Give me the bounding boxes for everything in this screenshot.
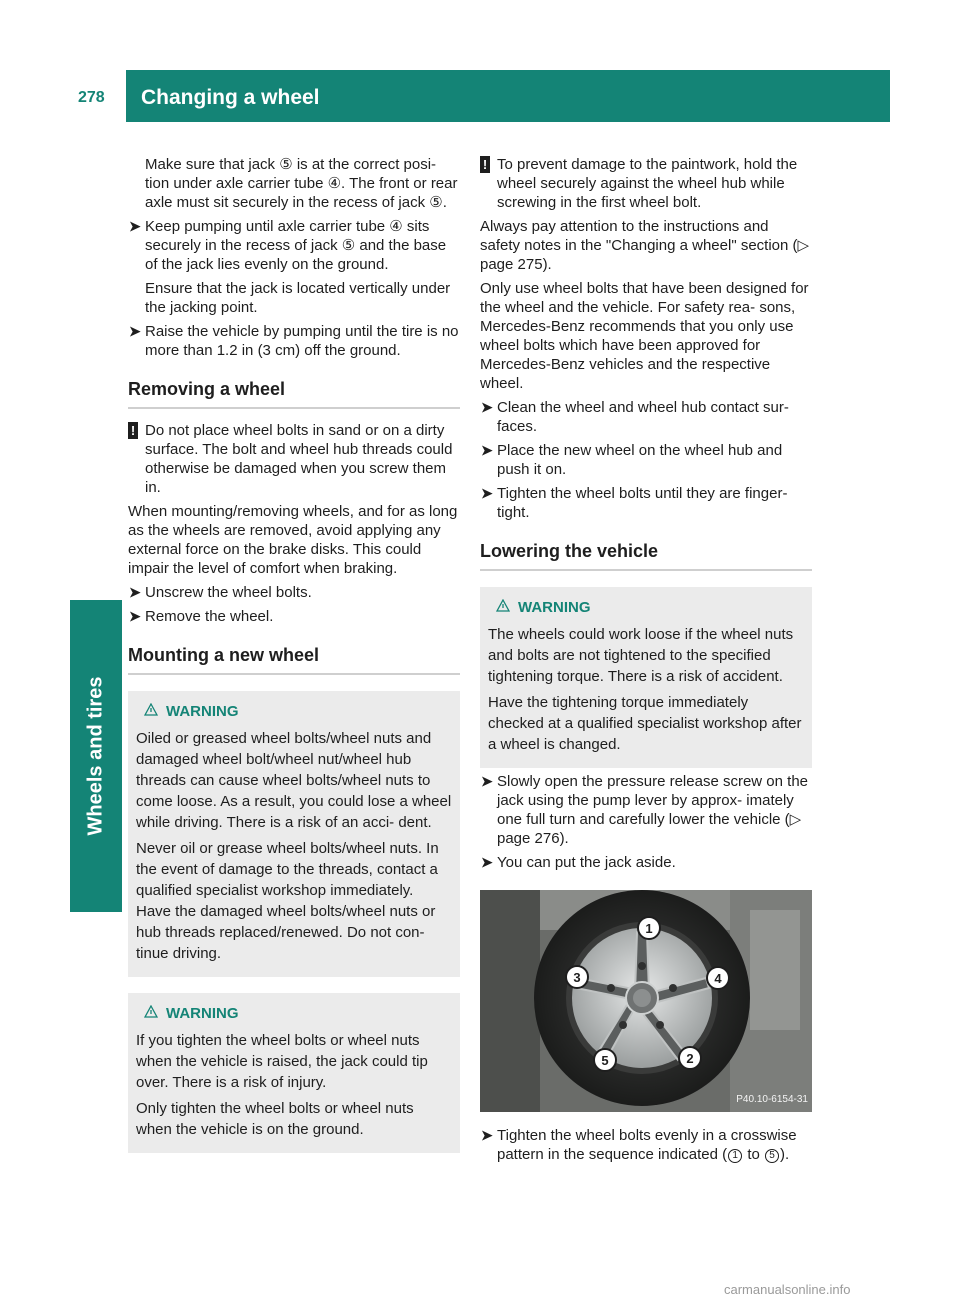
warning-title: [136, 701, 452, 722]
step-text: Raise the vehicle by pumping until the tire is no more than 1.2 in (3 cm) off the ground.: [145, 323, 459, 359]
step-tighten-crosswise: [480, 1126, 812, 1164]
step-text: Keep pumping until axle carrier tube ④ sits securely in the recess of jack ⑤ and the base of the jack lies evenly on the ground.: [145, 218, 447, 273]
step-text-a: Tighten the wheel bolts evenly in a crosswise pattern in the sequence indicated (: [497, 1127, 797, 1163]
step-note: Ensure that the jack is located vertically under the jacking point.: [145, 280, 451, 316]
step-arrow-icon: ➤: [481, 485, 493, 501]
warning-title-text: WARNING: [518, 599, 591, 616]
svg-text:4: 4: [714, 971, 722, 986]
step-arrow-icon: ➤: [481, 1127, 493, 1143]
step-text: Tighten the wheel bolts until they are finger- tight.: [497, 485, 788, 521]
warning-triangle-icon: [496, 597, 510, 618]
page-title: Changing a wheel: [141, 86, 320, 109]
wheel-bolt-sequence-photo: [480, 890, 812, 1112]
step-text: Place the new wheel on the wheel hub and push it on.: [497, 442, 783, 478]
warning-title: [488, 597, 804, 618]
warning-title-text: WARNING: [166, 1005, 239, 1022]
bolt-number-1-icon: 1: [728, 1149, 742, 1163]
caution-note: [128, 421, 460, 497]
step-arrow-icon: ➤: [129, 608, 141, 624]
heading-lowering-vehicle: Lowering the vehicle: [480, 542, 812, 571]
step-raise-vehicle: [128, 322, 460, 360]
exclamation-icon: !: [480, 156, 490, 173]
warning-box-jack: [128, 993, 460, 1153]
step-jack-aside: [480, 853, 812, 872]
warning-text: Only tighten the wheel bolts or wheel nuts when the vehicle is on the ground.: [136, 1100, 414, 1138]
warning-text: The wheels could work loose if the wheel nuts and bolts are not tightened to the specified tightening torque. There is a risk of accident.: [488, 626, 794, 685]
heading-mounting-wheel: Mounting a new wheel: [128, 646, 460, 675]
intro-text: Make sure that jack ⑤ is at the correct posi- tion under axle carrier tube ④. The front or rear axle must sit securely in the recess of jack ⑤.: [145, 156, 458, 211]
step-text: Slowly open the pressure release screw on the jack using the pump lever by approx- imately one full turn and carefully lower the vehicle (▷ page 276).: [497, 773, 809, 847]
step-text: Unscrew the wheel bolts.: [145, 584, 312, 601]
warning-title: [136, 1003, 452, 1024]
step-clean-wheel: [480, 398, 812, 436]
step-arrow-icon: ➤: [129, 584, 141, 600]
bolt-label-5: [594, 1049, 616, 1071]
page-number: 278: [78, 89, 105, 106]
caution-text: To prevent damage to the paintwork, hold the wheel securely against the wheel hub while screwing in the first wheel bolt.: [497, 156, 798, 211]
svg-text:2: 2: [686, 1051, 694, 1066]
bolt-number-5-icon: 5: [765, 1149, 779, 1163]
step-arrow-icon: ➤: [481, 854, 493, 870]
step-arrow-icon: ➤: [481, 442, 493, 458]
bolt-label-2: [679, 1047, 701, 1069]
step-text: You can put the jack aside.: [497, 854, 676, 871]
step-remove-wheel: [128, 607, 460, 626]
svg-text:3: 3: [573, 970, 581, 985]
step-text: Clean the wheel and wheel hub contact sur- faces.: [497, 399, 789, 435]
step-arrow-icon: ➤: [481, 773, 493, 789]
heading-removing-wheel: Removing a wheel: [128, 380, 460, 409]
svg-text:5: 5: [601, 1053, 609, 1068]
step-text-c: ).: [780, 1146, 790, 1163]
bolt-label-1: [638, 917, 660, 939]
warning-text: Oiled or greased wheel bolts/wheel nuts and damaged wheel bolt/wheel nut/wheel hub threads can cause wheel bolts/wheel nuts to come loose. As a result, you could lose a wheel while driving. There is a risk of an acci- dent.: [136, 730, 452, 831]
warning-text: If you tighten the wheel bolts or wheel nuts when the vehicle is raised, the jack could tip over. There is a risk of injury.: [136, 1032, 428, 1091]
right-column: [480, 155, 812, 1169]
side-tab-label-wrap: [70, 600, 122, 912]
caution-note: [480, 155, 812, 212]
bolt-label-4: [707, 967, 729, 989]
step-place-wheel: [480, 441, 812, 479]
warning-box-bolts: [128, 691, 460, 977]
warning-triangle-icon: [144, 701, 158, 722]
wheel-photo-illustration: [480, 890, 812, 1112]
left-column: [128, 155, 460, 1157]
step-arrow-icon: ➤: [481, 399, 493, 415]
step-text: Remove the wheel.: [145, 608, 274, 625]
step-keep-pumping: [128, 217, 460, 274]
watermark: carmanualsonline.info: [724, 1282, 851, 1297]
bolt-label-3: [566, 966, 588, 988]
warning-box-torque: [480, 587, 812, 768]
warning-title-text: WARNING: [166, 703, 239, 720]
paragraph-wheel-bolts: Only use wheel bolts that have been designed for the wheel and the vehicle. For safety rea- sons, Mercedes-Benz recommends that you only use wheel bolts which have been approved for Mercedes-Benz vehicles and the respective wheel.: [480, 280, 809, 392]
step-arrow-icon: ➤: [129, 218, 141, 234]
side-tab-label: Wheels and tires: [84, 676, 107, 836]
step-arrow-icon: ➤: [129, 323, 141, 339]
step-open-release-screw: [480, 772, 812, 848]
warning-triangle-icon: [144, 1003, 158, 1024]
exclamation-icon: !: [128, 422, 138, 439]
step-text-b: to: [743, 1146, 765, 1163]
caution-text: Do not place wheel bolts in sand or on a dirty surface. The bolt and wheel hub threads could otherwise be damaged when you screw them in.: [145, 422, 453, 496]
paragraph-brake-disks: When mounting/removing wheels, and for as long as the wheels are removed, avoid applying any external force on the brake disks. This could impair the level of comfort when braking.: [128, 503, 458, 577]
paragraph-instructions: Always pay attention to the instructions and safety notes in the "Changing a wheel" section (▷ page 275).: [480, 218, 810, 273]
warning-text: Have the tightening torque immediately checked at a qualified specialist workshop after a wheel is changed.: [488, 694, 802, 753]
step-tighten-finger: [480, 484, 812, 522]
warning-text: Never oil or grease wheel bolts/wheel nuts. In the event of damage to the threads, contact a qualified specialist workshop immediately. Have the damaged wheel bolts/wheel nuts or hub threads replaced/renewed. Do not con- tinue driving.: [136, 840, 439, 962]
photo-caption: P40.10-6154-31: [736, 1094, 808, 1105]
step-unscrew-bolts: [128, 583, 460, 602]
svg-text:1: 1: [645, 921, 653, 936]
